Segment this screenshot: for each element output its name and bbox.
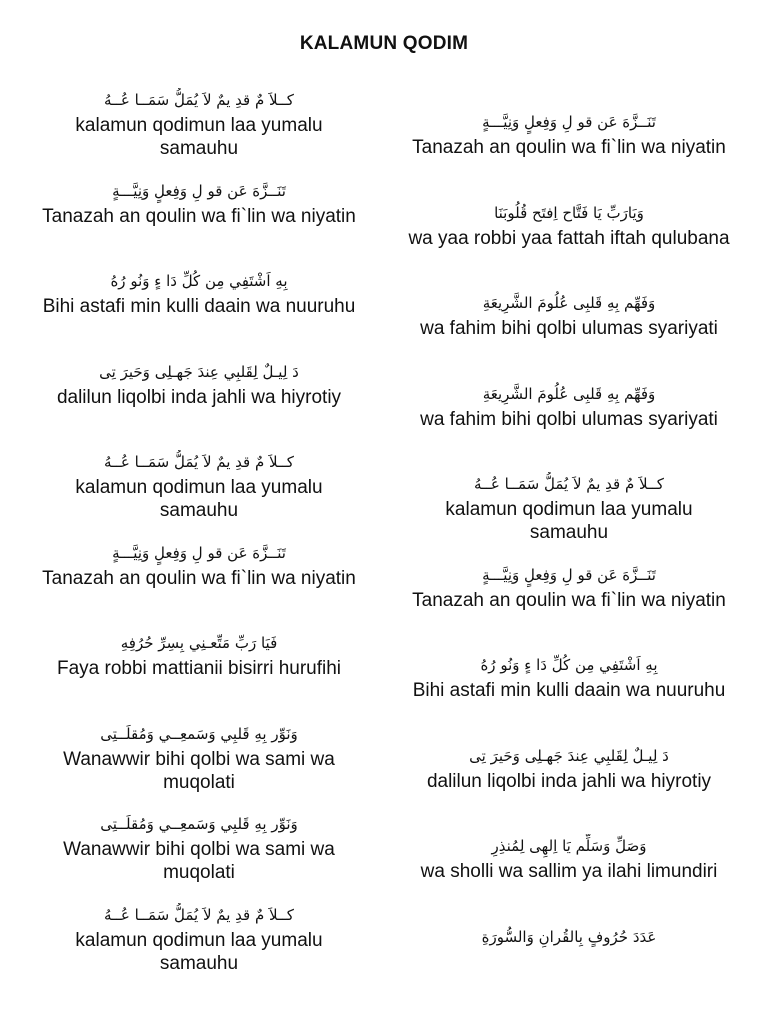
verse-stanza — [34, 88, 364, 179]
verse-stanza — [34, 722, 364, 813]
transliteration-line: wa yaa robbi yaa fattah iftah qulubana — [408, 227, 730, 249]
transliteration-line: dalilun liqolbi inda jahli wa hiyrotiy — [426, 770, 712, 792]
verse-stanza — [404, 744, 734, 835]
verse-stanza — [34, 812, 364, 903]
arabic-line: تَنَــزَّهَ عَن قو لِ وَفِعلٍ وَنِيَّـــةٍ — [112, 543, 286, 562]
transliteration-line: Tanazah an qoulin wa fi`lin wa niyatin — [412, 589, 726, 611]
right-column — [404, 110, 734, 1015]
verse-stanza — [34, 903, 364, 994]
verse-stanza — [404, 563, 734, 654]
transliteration-line: wa sholli wa sallim ya ilahi limundiri — [420, 861, 718, 882]
arabic-line: تَنَــزَّهَ عَن قو لِ وَفِعلٍ وَنِيَّـــةٍ — [112, 181, 286, 200]
verse-stanza — [34, 179, 364, 270]
arabic-line: تَنَــزَّهَ عَن قو لِ وَفِعلٍ وَنِيَّـــةٍ — [482, 113, 656, 131]
arabic-line: وَفَهِّم بِهِ قَلبِى عُلُومَ الشَّرِيعَةِ — [482, 294, 656, 312]
arabic-line: كــلاَ مٌ قدِ يمٌ لاَ يُمَلُّ سَمَــا عُــهُ — [104, 91, 294, 109]
verse-stanza — [404, 472, 734, 563]
transliteration-line: Tanazah an qoulin wa fi`lin wa niyatin — [42, 205, 356, 227]
verse-stanza — [404, 110, 734, 201]
verse-stanza — [34, 541, 364, 632]
left-column — [34, 88, 364, 993]
transliteration-line: Tanazah an qoulin wa fi`lin wa niyatin — [412, 137, 726, 158]
verse-stanza — [34, 360, 364, 451]
transliteration-line: wa fahim bihi qolbi ulumas syariyati — [420, 408, 718, 430]
verse-stanza — [404, 834, 734, 925]
verse-stanza — [34, 269, 364, 360]
transliteration-line: kalamun qodimun laa yumalu samauhu — [75, 477, 323, 521]
transliteration-line: wa fahim bihi qolbi ulumas syariyati — [420, 318, 718, 339]
transliteration-line: Wanawwir bihi qolbi wa sami wa muqolati — [63, 839, 335, 883]
transliteration-line: kalamun qodimun laa yumalu samauhu — [445, 499, 693, 543]
transliteration-line: Tanazah an qoulin wa fi`lin wa niyatin — [42, 567, 356, 589]
arabic-line: كــلاَ مٌ قدِ يمٌ لاَ يُمَلُّ سَمَــا عُــهُ — [104, 905, 294, 924]
arabic-line: وَفَهِّم بِهِ قَلبِى عُلُومَ الشَّرِيعَةِ — [482, 384, 656, 403]
arabic-line: دَ لِيـلٌ لِقَلبِي عِندَ جَهـلِى وَحَيرَ تِى — [99, 362, 299, 381]
arabic-line: بِهِ اَشْتَفِي مِن كُلِّ دَا ءٍ وَنُو رُهُ — [110, 272, 288, 290]
verse-stanza — [404, 382, 734, 473]
verse-stanza — [34, 450, 364, 541]
arabic-line: عَدَدَ حُرُوفٍ بِالقُرانِ وَالسُّورَةِ — [481, 927, 657, 946]
page-title: KALAMUN QODIM — [299, 33, 469, 54]
arabic-line: وَنَوِّر بِهِ قَلبِي وَسَمعِــي وَمُقلَــتِى — [100, 815, 298, 833]
arabic-line: كــلاَ مٌ قدِ يمٌ لاَ يُمَلُّ سَمَــا عُــهُ — [474, 475, 664, 493]
verse-stanza — [404, 291, 734, 382]
arabic-line: وَيَارَبِّ يَا فَتَّاح اِفتَح قُلُوبَنَا — [494, 203, 644, 222]
verse-stanza — [34, 631, 364, 722]
transliteration-line: Faya robbi mattianii bisirri hurufihi — [56, 658, 342, 679]
transliteration-line: Wanawwir bihi qolbi wa sami wa muqolati — [63, 748, 335, 793]
verse-stanza — [404, 201, 734, 292]
arabic-line: تَنَــزَّهَ عَن قو لِ وَفِعلٍ وَنِيَّـــةٍ — [482, 565, 656, 584]
arabic-line: كــلاَ مٌ قدِ يمٌ لاَ يُمَلُّ سَمَــا عُــهُ — [104, 453, 294, 471]
arabic-line: دَ لِيـلٌ لِقَلبِي عِندَ جَهـلِى وَحَيرَ تِى — [469, 746, 669, 765]
arabic-line: وَنَوِّر بِهِ قَلبِي وَسَمعِــي وَمُقلَــتِى — [100, 724, 298, 743]
arabic-line: فَيَا رَبِّ مَتِّعـنِي بِسِرِّ حُرُفِهِ — [120, 634, 278, 652]
transliteration-line: kalamun qodimun laa yumalu samauhu — [75, 929, 323, 974]
arabic-line: وَصَلِّ وَسَلِّم يَا اِلهِى لِمُنذِرِ — [491, 837, 647, 855]
transliteration-line: kalamun qodimun laa yumalu samauhu — [75, 115, 323, 159]
verse-stanza — [404, 653, 734, 744]
arabic-line: بِهِ اَشْتَفِي مِن كُلِّ دَا ءٍ وَنُو رُهُ — [480, 656, 658, 674]
transliteration-line: Bihi astafi min kulli daain wa nuuruhu — [412, 680, 726, 701]
verse-stanza — [404, 925, 734, 1016]
transliteration-line: Bihi astafi min kulli daain wa nuuruhu — [42, 296, 356, 317]
transliteration-line: dalilun liqolbi inda jahli wa hiyrotiy — [56, 386, 342, 408]
